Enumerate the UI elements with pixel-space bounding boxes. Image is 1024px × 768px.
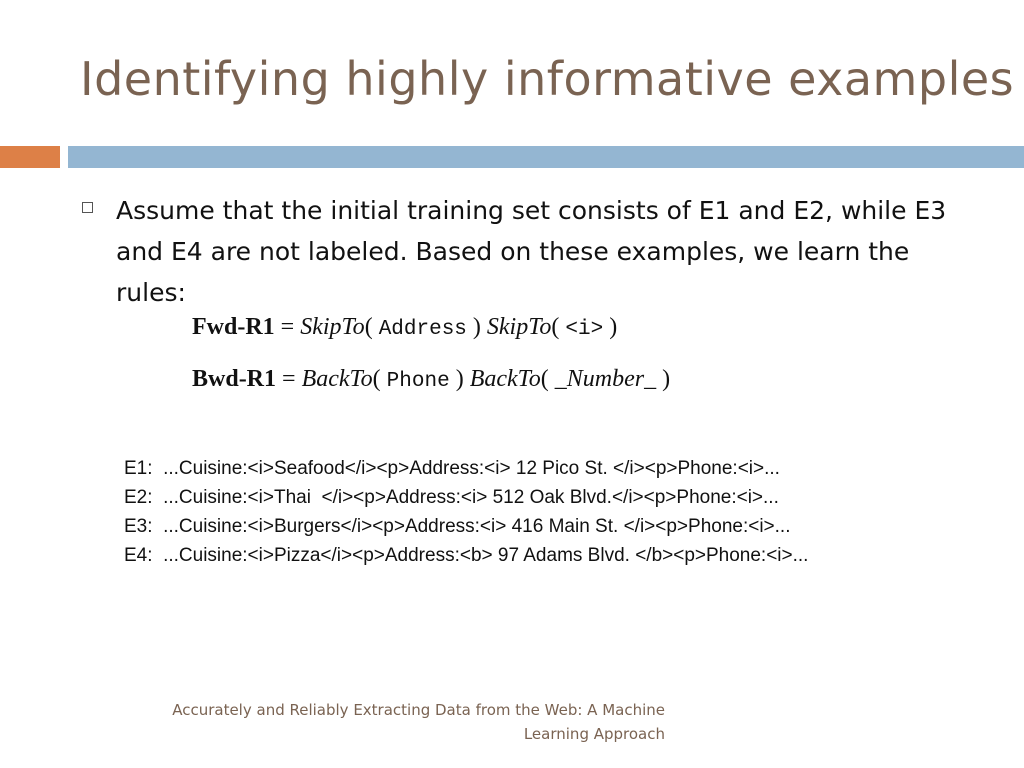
hollow-square-icon: [82, 202, 93, 213]
example-line: E1: ...Cuisine:<i>Seafood</i><p>Address:<i> 12 Pico St. </i><p>Phone:<i>...: [124, 458, 780, 479]
rule-name: Fwd-R1: [192, 314, 275, 340]
examples-list: [124, 454, 808, 570]
rule-function: SkipTo: [486, 314, 552, 340]
rule-function: BackTo: [301, 366, 373, 392]
rule-bwd: Bwd-R1 = BackTo( Phone ) BackTo( _Number_ ): [192, 366, 671, 393]
rule-name: Bwd-R1: [192, 366, 277, 392]
rule-argument: <i>: [565, 318, 604, 341]
accent-bar-orange: [0, 146, 60, 168]
example-line: E3: ...Cuisine:<i>Burgers</i><p>Address:<i> 416 Main St. </i><p>Phone:<i>...: [124, 516, 791, 537]
footer-line: Learning Approach: [523, 725, 665, 743]
rule-equals: =: [276, 366, 302, 392]
example-line: E4: ...Cuisine:<i>Pizza</i><p>Address:<b> 97 Adams Blvd. </b><p>Phone:<i>...: [124, 545, 809, 566]
rule-argument: Address: [378, 318, 467, 341]
rule-fwd: Fwd-R1 = SkipTo( Address ) SkipTo( <i> ): [192, 314, 618, 341]
slide-footer: [120, 698, 665, 746]
rule-function: SkipTo: [300, 314, 365, 340]
slide-title: Identifying highly informative examples: [80, 52, 1015, 106]
accent-bar-blue: [68, 146, 1024, 168]
example-line: E2: ...Cuisine:<i>Thai </i><p>Address:<i> 512 Oak Blvd.</i><p>Phone:<i>...: [124, 487, 779, 508]
rule-argument: Phone: [386, 370, 450, 393]
rule-function: BackTo: [469, 366, 541, 392]
rule-argument: _Number_: [554, 366, 657, 392]
footer-line: Accurately and Reliably Extracting Data from the Web: A Machine: [172, 701, 665, 719]
bullet-text: Assume that the initial training set consists of E1 and E2, while E3 and E4 are not labeled. Based on these examples, we learn the rules:: [116, 196, 947, 307]
rule-equals: =: [274, 314, 301, 340]
